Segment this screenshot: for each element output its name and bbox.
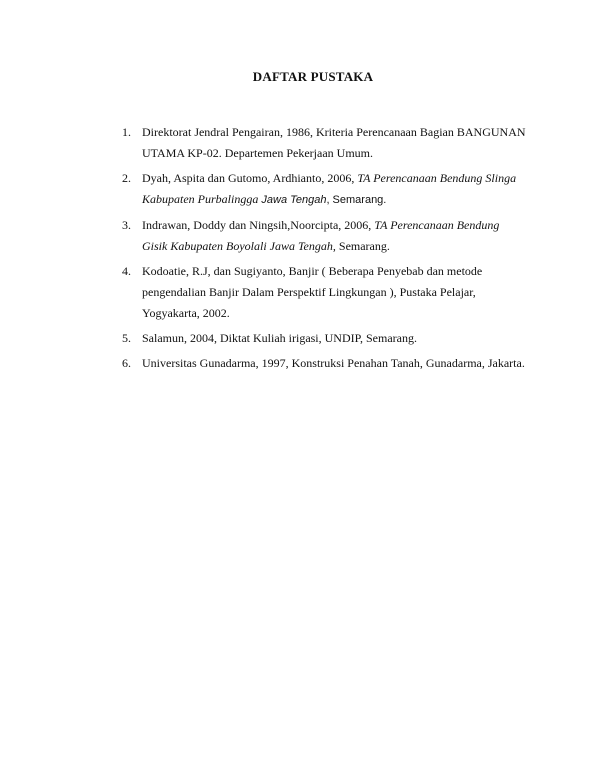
reference-title-italic-sans: Jawa Tengah xyxy=(258,194,327,206)
reference-text xyxy=(142,261,532,324)
reference-number: 2. xyxy=(122,171,131,185)
reference-number: 4. xyxy=(122,264,131,278)
reference-number: 3. xyxy=(122,218,131,232)
reference-item-4 xyxy=(122,261,532,324)
reference-list xyxy=(122,122,532,378)
reference-line xyxy=(142,236,532,257)
reference-item-1 xyxy=(122,122,532,164)
reference-text xyxy=(142,168,532,211)
reference-item-5 xyxy=(122,328,532,349)
reference-author-text: Indrawan, Doddy dan Ningsih,Noorcipta, 2006, xyxy=(142,218,375,232)
reference-item-2 xyxy=(122,168,532,211)
reference-line: Kodoatie, R.J, dan Sugiyanto, Banjir ( Beberapa Penyebab dan metode xyxy=(142,264,483,278)
reference-line xyxy=(142,215,532,236)
reference-line: pengendalian Banjir Dalam Perspektif Lingkungan ), Pustaka Pelajar, xyxy=(142,285,476,299)
reference-line: Direktorat Jendral Pengairan, 1986, Kriteria Perencanaan Bagian BANGUNAN xyxy=(142,125,526,139)
reference-author-text: Dyah, Aspita dan Gutomo, Ardhianto, 2006, xyxy=(142,171,358,185)
reference-title-italic: TA Perencanaan Bendung xyxy=(374,218,500,232)
reference-title-italic: TA Perencanaan Bendung Slinga xyxy=(357,171,517,185)
reference-line xyxy=(142,189,532,211)
page-title: DAFTAR PUSTAKA xyxy=(252,69,374,84)
reference-line: Yogyakarta, 2002. xyxy=(142,306,230,320)
reference-number: 6. xyxy=(122,356,131,370)
reference-item-6 xyxy=(122,353,532,374)
reference-number: 5. xyxy=(122,331,131,345)
reference-text xyxy=(142,353,532,374)
reference-text xyxy=(142,328,532,349)
reference-title-italic: Gisik Kabupaten Boyolali Jawa Tengah, xyxy=(142,239,336,253)
reference-item-3 xyxy=(122,215,532,257)
reference-place: Semarang. xyxy=(335,239,390,253)
reference-text xyxy=(142,215,532,257)
reference-line: Salamun, 2004, Diktat Kuliah irigasi, UNDIP, Semarang. xyxy=(142,331,417,345)
reference-number: 1. xyxy=(122,125,131,139)
reference-title-italic: Kabupaten Purbalingga xyxy=(142,192,259,206)
reference-place: , Semarang. xyxy=(326,194,387,206)
reference-line: UTAMA KP-02. Departemen Pekerjaan Umum. xyxy=(142,146,373,160)
reference-line: Universitas Gunadarma, 1997, Konstruksi Penahan Tanah, Gunadarma, Jakarta. xyxy=(142,356,525,370)
reference-line xyxy=(142,168,532,189)
reference-text xyxy=(142,122,532,164)
